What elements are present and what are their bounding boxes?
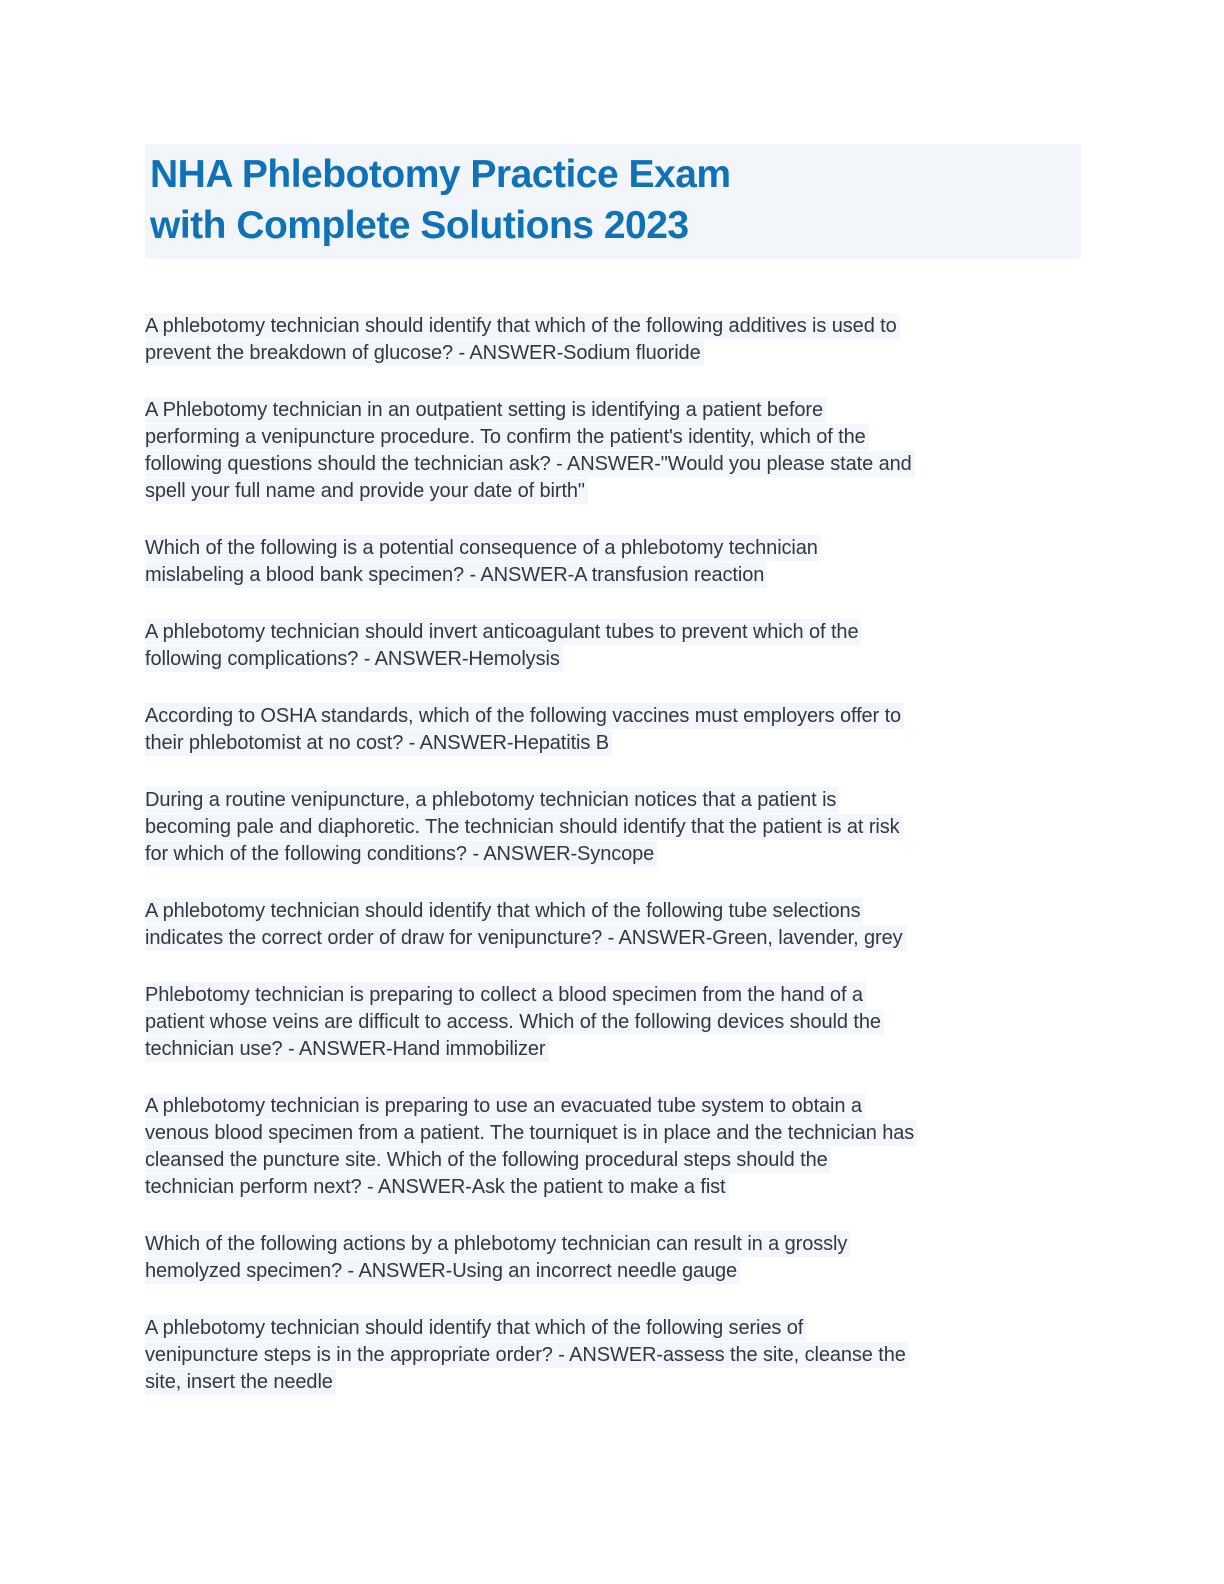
qa-paragraph [145, 313, 1090, 367]
qa-line: Which of the following actions by a phlebotomy technician can result in a grossly [145, 1231, 850, 1257]
qa-line: cleansed the puncture site. Which of the following procedural steps should the [145, 1147, 831, 1173]
qa-line: A Phlebotomy technician in an outpatient setting is identifying a patient before [145, 397, 826, 423]
qa-line: A phlebotomy technician should invert anticoagulant tubes to prevent which of the [145, 619, 861, 645]
qa-line: technician perform next? - ANSWER-Ask the patient to make a fist [145, 1174, 729, 1200]
qa-list [145, 313, 1090, 1396]
title-line-2: with Complete Solutions 2023 [150, 204, 689, 247]
qa-line: mislabeling a blood bank specimen? - ANSWER-A transfusion reaction [145, 562, 767, 588]
qa-line: According to OSHA standards, which of the following vaccines must employers offer to [145, 703, 904, 729]
qa-line: During a routine venipuncture, a phlebotomy technician notices that a patient is [145, 787, 839, 813]
qa-line: their phlebotomist at no cost? - ANSWER-Hepatitis B [145, 730, 612, 756]
qa-paragraph [145, 397, 1090, 505]
qa-line: A phlebotomy technician should identify that which of the following tube selections [145, 898, 863, 924]
qa-line: Phlebotomy technician is preparing to collect a blood specimen from the hand of a [145, 982, 866, 1008]
document-title [145, 144, 1081, 259]
qa-line: patient whose veins are difficult to access. Which of the following devices should the [145, 1009, 884, 1035]
qa-line: site, insert the needle [145, 1369, 336, 1395]
qa-line: venipuncture steps is in the appropriate order? - ANSWER-assess the site, cleanse the [145, 1342, 909, 1368]
qa-paragraph [145, 898, 1090, 952]
qa-line: A phlebotomy technician should identify that which of the following additives is used to [145, 313, 900, 339]
qa-paragraph [145, 982, 1090, 1063]
qa-line: for which of the following conditions? - ANSWER-Syncope [145, 841, 657, 867]
qa-line: A phlebotomy technician should identify that which of the following series of [145, 1315, 806, 1341]
qa-line: prevent the breakdown of glucose? - ANSWER-Sodium fluoride [145, 340, 704, 366]
qa-paragraph [145, 535, 1090, 589]
qa-line: becoming pale and diaphoretic. The technician should identify that the patient is at risk [145, 814, 903, 840]
qa-paragraph [145, 703, 1090, 757]
qa-line: performing a venipuncture procedure. To confirm the patient's identity, which of the [145, 424, 869, 450]
qa-paragraph [145, 1315, 1090, 1396]
qa-paragraph [145, 619, 1090, 673]
qa-line: following questions should the technician ask? - ANSWER-"Would you please state and [145, 451, 915, 477]
qa-line: A phlebotomy technician is preparing to use an evacuated tube system to obtain a [145, 1093, 865, 1119]
qa-paragraph [145, 1093, 1090, 1201]
qa-paragraph [145, 787, 1090, 868]
qa-line: Which of the following is a potential consequence of a phlebotomy technician [145, 535, 821, 561]
qa-line: venous blood specimen from a patient. The tourniquet is in place and the technician has [145, 1120, 917, 1146]
qa-line: hemolyzed specimen? - ANSWER-Using an incorrect needle gauge [145, 1258, 740, 1284]
qa-line: technician use? - ANSWER-Hand immobilizer [145, 1036, 549, 1062]
qa-line: spell your full name and provide your date of birth" [145, 478, 588, 504]
qa-line: indicates the correct order of draw for venipuncture? - ANSWER-Green, lavender, grey [145, 925, 906, 951]
qa-line: following complications? - ANSWER-Hemolysis [145, 646, 563, 672]
title-line-1: NHA Phlebotomy Practice Exam [150, 153, 731, 196]
qa-paragraph [145, 1231, 1090, 1285]
